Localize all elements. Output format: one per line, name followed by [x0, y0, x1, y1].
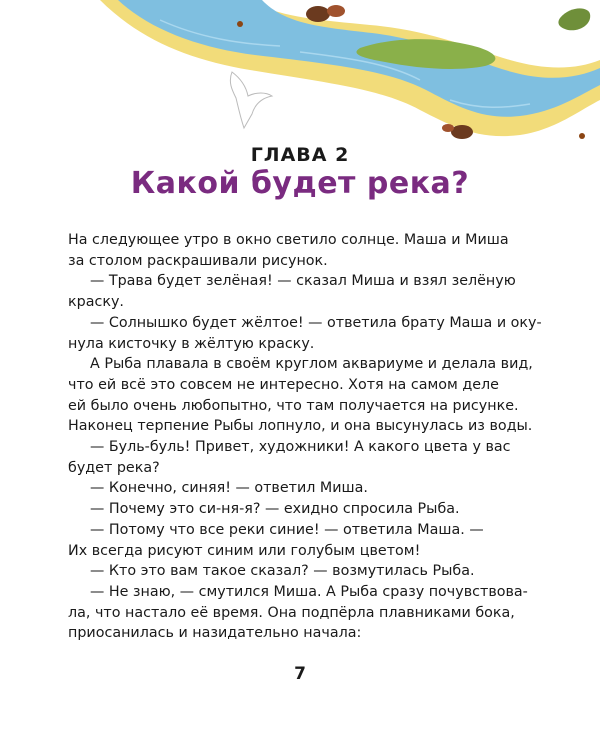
text-line: — Потому что все реки синие! — ответила Маша. — — [90, 521, 484, 538]
chapter-body-text — [68, 230, 542, 644]
pebble-1 — [237, 21, 243, 27]
text-line: — Буль-буль! Привет, художники! А какого цвета у вас — [90, 439, 511, 456]
stone-3 — [451, 125, 473, 139]
text-line: ей было очень любопытно, что там получается на рисунке. — [68, 397, 519, 414]
river-illustration — [0, 0, 600, 160]
text-line: — Конечно, синяя! — ответил Миша. — [90, 480, 368, 497]
stone-2 — [327, 5, 345, 17]
pebble-2 — [579, 133, 585, 139]
bird — [230, 72, 272, 128]
text-line: приосанилась и назидательно начала: — [68, 625, 362, 642]
text-line: нула кисточку в жёлтую краску. — [68, 335, 315, 352]
text-line: — Почему это си-ня-я? — ехидно спросила Рыба. — [90, 501, 460, 518]
chapter-label: ГЛАВА 2 — [250, 144, 350, 166]
stone-4 — [442, 124, 454, 132]
page-number: 7 — [294, 664, 306, 684]
text-line: Наконец терпение Рыбы лопнуло, и она высунулась из воды. — [68, 418, 533, 435]
text-line: краску. — [68, 294, 124, 311]
text-line: — Солнышко будет жёлтое! — ответила брату Маша и оку- — [90, 314, 542, 331]
text-line: что ей всё это совсем не интересно. Хотя на самом деле — [68, 376, 499, 393]
text-line: будет река? — [68, 459, 160, 476]
text-line: На следующее утро в окно светило солнце. Маша и Миша — [68, 232, 509, 248]
leaf — [558, 8, 590, 30]
text-line: — Не знаю, — смутился Миша. А Рыба сразу почувствова- — [90, 583, 528, 600]
text-line: ла, что настало её время. Она подпёрла плавниками бока, — [68, 604, 515, 621]
stone-1 — [306, 6, 330, 22]
chapter-title: Какой будет река? — [130, 166, 470, 201]
text-line: — Трава будет зелёная! — сказал Миша и взял зелёную — [90, 273, 516, 290]
river-water — [118, 0, 600, 117]
text-line: А Рыба плавала в своём круглом аквариуме и делала вид, — [90, 356, 533, 373]
text-line: Их всегда рисуют синим или голубым цветом! — [68, 542, 421, 559]
text-line: — Кто это вам такое сказал? — возмутилась Рыба. — [90, 563, 475, 580]
text-line: за столом раскрашивали рисунок. — [68, 252, 328, 269]
